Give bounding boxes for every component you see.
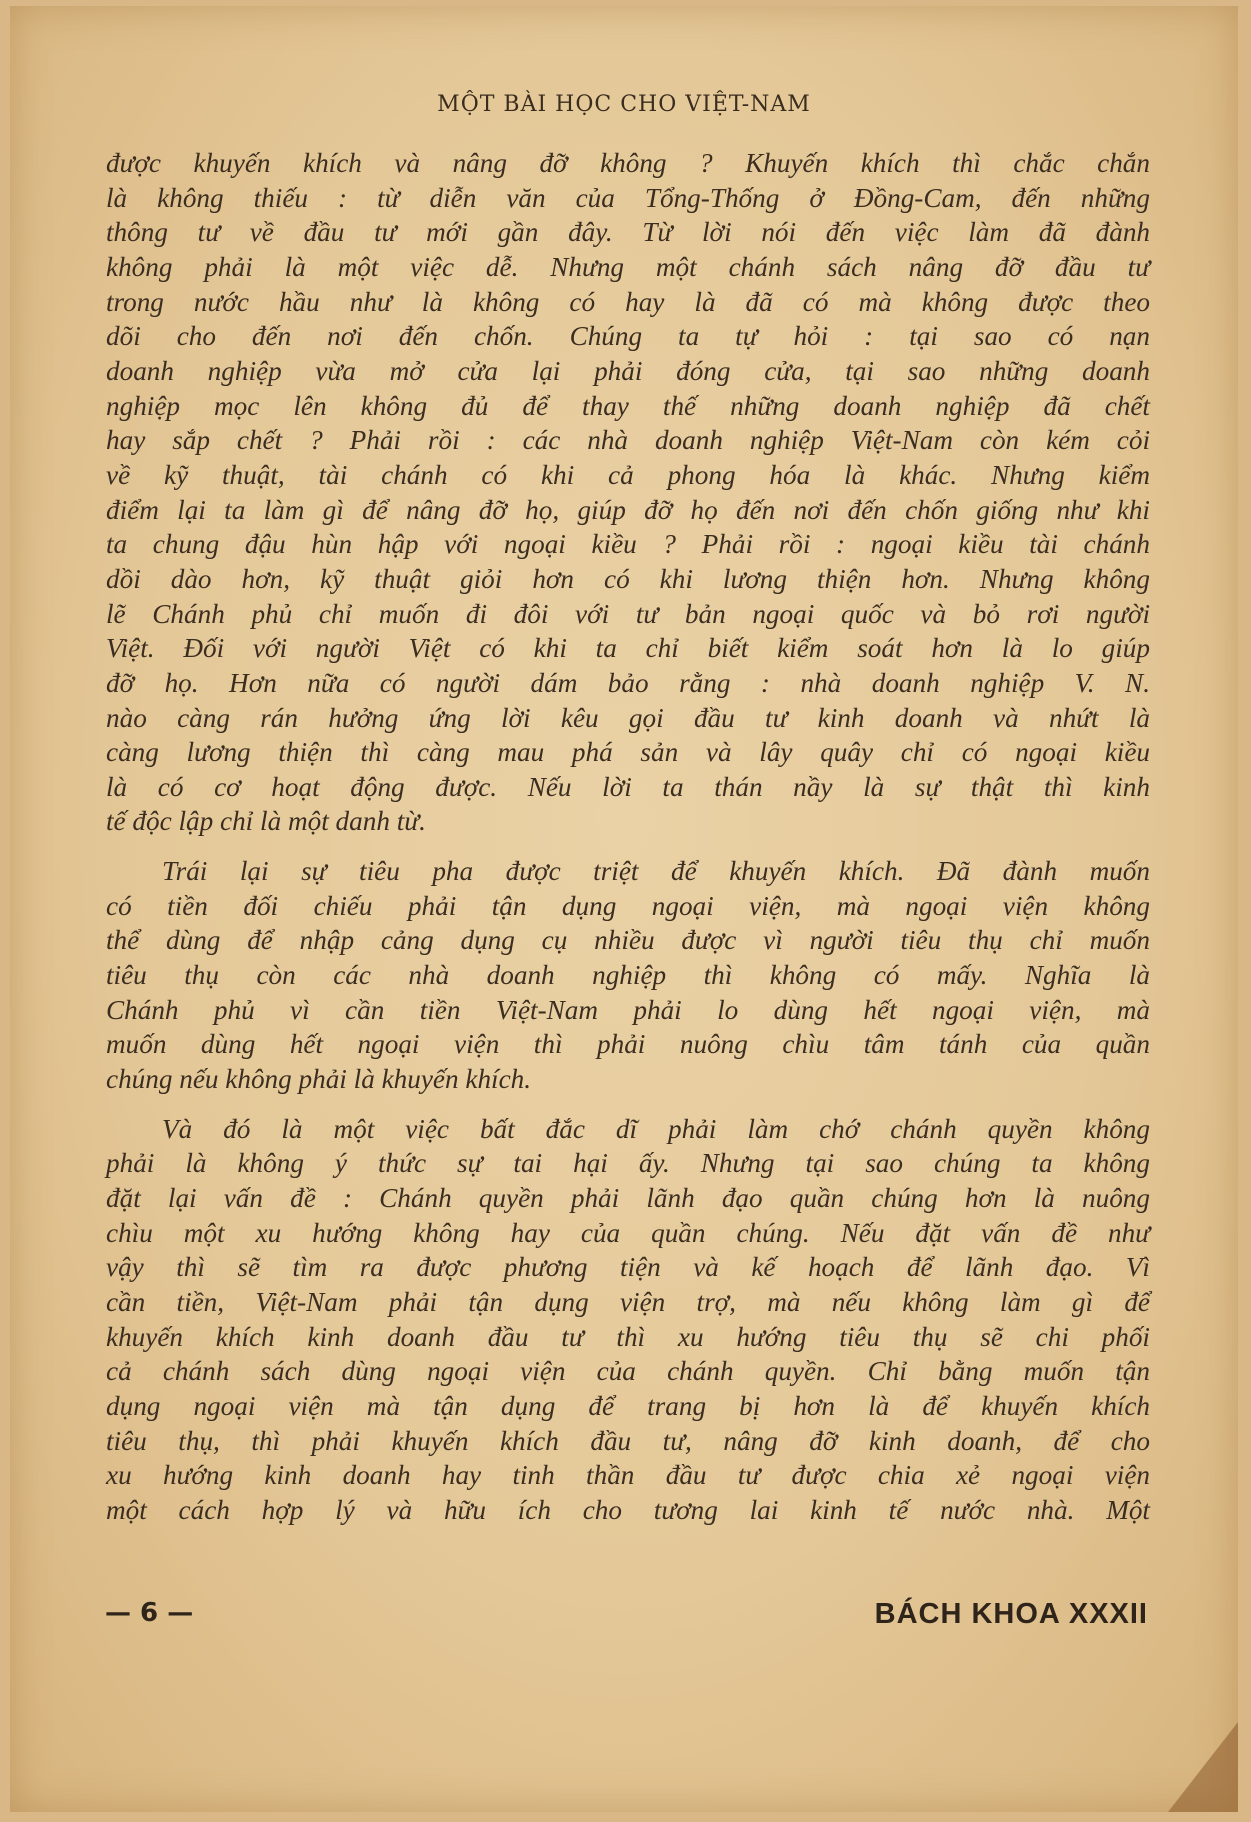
text-line: chúng nếu không phải là khuyến khích. (106, 1064, 532, 1095)
paragraph (106, 146, 1150, 839)
text-line: doanh nghiệp vừa mở cửa lại phải đóng cửa, tại sao những doanh (106, 355, 1150, 386)
article-body (106, 146, 1150, 1528)
text-line: là không thiếu : từ diễn văn của Tổng-Thống ở Đồng-Cam, đến những (106, 182, 1150, 213)
paragraph (106, 1112, 1150, 1528)
text-line: dồi dào hơn, kỹ thuật giỏi hơn có khi lương thiện hơn. Nhưng không (106, 563, 1150, 594)
paragraph-gap (106, 1097, 1150, 1112)
text-line: không phải là một việc dễ. Nhưng một chánh sách nâng đỡ đầu tư (106, 251, 1150, 282)
text-line: cả chánh sách dùng ngoại viện của chánh quyền. Chỉ bằng muốn tận (106, 1356, 1150, 1387)
text-line: vậy thì sẽ tìm ra được phương tiện và kế hoạch để lãnh đạo. Vì (106, 1252, 1150, 1283)
torn-corner (1168, 1722, 1238, 1812)
text-line: muốn dùng hết ngoại viện thì phải nuông chìu tâm tánh của quần (106, 1029, 1150, 1060)
text-line: khuyến khích kinh doanh đầu tư thì xu hướng tiêu thụ sẽ chi phối (106, 1321, 1150, 1352)
text-line: điểm lại ta làm gì để nâng đỡ họ, giúp đỡ họ đến nơi đến chốn giống như khi (106, 494, 1150, 525)
text-line: tiêu thụ còn các nhà doanh nghiệp thì không có mấy. Nghĩa là (106, 960, 1150, 991)
text-line: Chánh phủ vì cần tiền Việt-Nam phải lo dùng hết ngoại viện, mà (106, 994, 1150, 1025)
journal-issue: BÁCH KHOA XXXII (874, 1598, 1148, 1630)
text-line: được khuyến khích và nâng đỡ không ? Khuyến khích thì chắc chắn (106, 148, 1150, 178)
text-line: ta chung đậu hùn hập với ngoại kiều ? Phải rồi : ngoại kiều tài chánh (106, 529, 1150, 560)
text-line: là có cơ hoạt động được. Nếu lời ta thán nầy là sự thật thì kinh (106, 771, 1150, 802)
paragraph-gap (106, 839, 1150, 854)
text-line: dụng ngoại viện mà tận dụng để trang bị hơn là để khuyến khích (106, 1390, 1150, 1421)
text-line: có tiền đối chiếu phải tận dụng ngoại viện, mà ngoại viện không (106, 890, 1150, 921)
text-line: đặt lại vấn đề : Chánh quyền phải lãnh đạo quần chúng hơn là nuông (106, 1183, 1150, 1214)
text-line: trong nước hầu như là không có hay là đã có mà không được theo (106, 286, 1150, 317)
text-line: về kỹ thuật, tài chánh có khi cả phong hóa là khác. Nhưng kiểm (106, 459, 1150, 490)
text-line: thể dùng để nhập cảng dụng cụ nhiều được vì người tiêu thụ chỉ muốn (106, 925, 1150, 956)
text-line: tiêu thụ, thì phải khuyến khích đầu tư, nâng đỡ kinh doanh, để cho (106, 1425, 1150, 1456)
text-line: hay sắp chết ? Phải rồi : các nhà doanh nghiệp Việt-Nam còn kém cỏi (106, 425, 1150, 456)
text-line: tế độc lập chỉ là một danh từ. (106, 806, 426, 837)
text-line: phải là không ý thức sự tai hại ấy. Nhưng tại sao chúng ta không (106, 1148, 1150, 1179)
text-line: nghiệp mọc lên không đủ để thay thế những doanh nghiệp đã chết (106, 390, 1150, 421)
text-line: dõi cho đến nơi đến chốn. Chúng ta tự hỏi : tại sao có nạn (106, 321, 1150, 352)
page-footer (105, 1598, 1148, 1638)
text-line: Trái lại sự tiêu pha được triệt để khuyến khích. Đã đành muốn (162, 856, 1150, 887)
text-line: càng lương thiện thì càng mau phá sản và lây quây chỉ có ngoại kiều (106, 737, 1150, 768)
text-line: Và đó là một việc bất đắc dĩ phải làm chớ chánh quyền không (162, 1113, 1150, 1144)
text-line: nào càng rán hưởng ứng lời kêu gọi đầu tư kinh doanh và nhứt là (106, 702, 1150, 733)
paragraph (106, 854, 1150, 1097)
text-line: cần tiền, Việt-Nam phải tận dụng viện trợ, mà nếu không làm gì để (106, 1287, 1150, 1317)
text-line: xu hướng kinh doanh hay tinh thần đầu tư được chia xẻ ngoại viện (106, 1460, 1150, 1491)
text-line: thông tư về đầu tư mới gần đây. Từ lời nói đến việc làm đã đành (106, 217, 1150, 248)
page-number: — 6 — (105, 1598, 194, 1628)
running-header: MỘT BÀI HỌC CHO VIỆT-NAM (437, 92, 811, 117)
text-line: đỡ họ. Hơn nữa có người dám bảo rằng : nhà doanh nghiệp V. N. (106, 667, 1150, 698)
page (10, 6, 1238, 1812)
text-line: một cách hợp lý và hữu ích cho tương lai kinh tế nước nhà. Một (106, 1494, 1150, 1525)
text-line: Việt. Đối với người Việt có khi ta chỉ biết kiểm soát hơn là lo giúp (106, 633, 1150, 664)
text-line: chìu một xu hướng không hay của quần chúng. Nếu đặt vấn đề như (106, 1217, 1150, 1248)
text-line: lẽ Chánh phủ chỉ muốn đi đôi với tư bản ngoại quốc và bỏ rơi người (106, 598, 1150, 629)
